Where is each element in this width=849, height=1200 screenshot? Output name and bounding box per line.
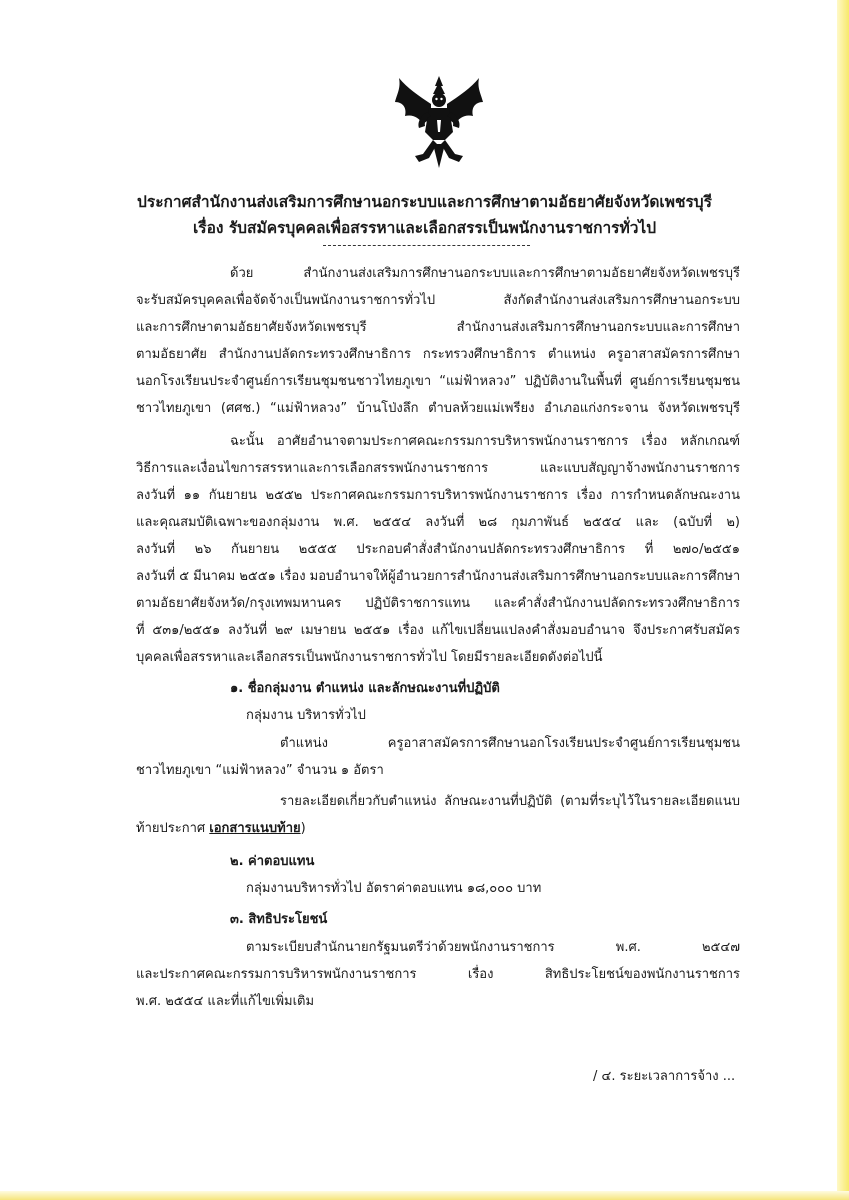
section-1-detail-suffix: ) [300, 821, 306, 836]
authority-line: ฉะนั้น อาศัยอำนาจตามประกาศคณะกรรมการบริหารพนักงานราชการ เรื่อง หลักเกณฑ์ [230, 434, 740, 449]
announcement-subject: เรื่อง รับสมัครบุคคลเพื่อสรรหาและเลือกสรรเป็นพนักงานราชการทั่วไป [192, 219, 657, 237]
section-2-heading: ๒. ค่าตอบแทน [230, 854, 315, 869]
section-1-detail-prefix: ท้ายประกาศ [136, 821, 206, 836]
authority-line: บุคคลเพื่อสรรหาและเลือกสรรเป็นพนักงานราชการทั่วไป โดยมีรายละเอียดดังต่อไปนี้ [136, 650, 603, 665]
garuda-emblem-icon [393, 74, 485, 170]
intro-line: ชาวไทยภูเขา (ศศช.) “แม่ฟ้าหลวง” บ้านโป่งลึก ตำบลห้วยแม่เพรียง อำเภอแก่งกระจาน จังหวัดเพชรบุรี [136, 401, 740, 416]
intro-line: จะรับสมัครบุคคลเพื่อจัดจ้างเป็นพนักงานราชการทั่วไป สังกัดสำนักงานส่งเสริมการศึกษานอกระบบ [136, 293, 740, 308]
section-1-group: กลุ่มงาน บริหารทั่วไป [246, 708, 366, 723]
section-1-detail-cont [136, 820, 306, 838]
section-3-line: และประกาศคณะกรรมการบริหารพนักงานราชการ เรื่อง สิทธิประโยชน์ของพนักงานราชการ [136, 967, 740, 982]
authority-line: ลงวันที่ ๕ มีนาคม ๒๕๕๑ เรื่อง มอบอำนาจให้ผู้อำนวยการสำนักงานส่งเสริมการศึกษานอกระบบและการศึกษา [136, 569, 741, 584]
authority-line: ที่ ๕๓๑/๒๕๕๑ ลงวันที่ ๒๙ เมษายน ๒๕๕๑ เรื่อง แก้ไขเปลี่ยนแปลงคำสั่งมอบอำนาจ จึงประกาศรับสมัคร [136, 623, 740, 638]
announcement-title: ประกาศสำนักงานส่งเสริมการศึกษานอกระบบและการศึกษาตามอัธยาศัยจังหวัดเพชรบุรี [137, 193, 712, 211]
authority-line: ลงวันที่ ๒๖ กันยายน ๒๕๕๕ ประกอบคำสั่งสำนักงานปลัดกระทรวงศึกษาธิการ ที่ ๒๗๐/๒๕๕๑ [136, 542, 740, 557]
intro-line: ตามอัธยาศัย สำนักงานปลัดกระทรวงศึกษาธิการ กระทรวงศึกษาธิการ ตำแหน่ง ครูอาสาสมัครการศึกษา [136, 347, 740, 362]
intro-line: ด้วย สำนักงานส่งเสริมการศึกษานอกระบบและการศึกษาตามอัธยาศัยจังหวัดเพชรบุรี [230, 266, 740, 281]
scan-edge-bottom [0, 1191, 849, 1200]
section-1-position-cont: ชาวไทยภูเขา “แม่ฟ้าหลวง” จำนวน ๑ อัตรา [136, 763, 384, 778]
section-3-line: พ.ศ. ๒๕๕๔ และที่แก้ไขเพิ่มเติม [136, 994, 315, 1009]
section-1-detail: รายละเอียดเกี่ยวกับตำแหน่ง ลักษณะงานที่ปฏิบัติ (ตามที่ระบุไว้ในรายละเอียดแนบ [280, 794, 740, 809]
authority-line: และคุณสมบัติเฉพาะของกลุ่มงาน พ.ศ. ๒๕๕๔ ลงวันที่ ๒๘ กุมภาพันธ์ ๒๕๕๔ และ (ฉบับที่ ๒) [136, 515, 740, 530]
section-1-position: ตำแหน่ง ครูอาสาสมัครการศึกษานอกโรงเรียนประจำศูนย์การเรียนชุมชน [280, 736, 740, 751]
authority-line: ตามอัธยาศัยจังหวัด/กรุงเทพมหานคร ปฏิบัติราชการแทน และคำสั่งสำนักงานปลัดกระทรวงศึกษาธิการ [136, 596, 740, 611]
section-1-heading: ๑. ชื่อกลุ่มงาน ตำแหน่ง และลักษณะงานที่ปฏิบัติ [230, 681, 500, 696]
authority-line: วิธีการและเงื่อนไขการสรรหาและการเลือกสรรพนักงานราชการ และแบบสัญญาจ้างพนักงานราชการ [136, 461, 740, 476]
intro-line: นอกโรงเรียนประจำศูนย์การเรียนชุมชนชาวไทยภูเขา “แม่ฟ้าหลวง” ปฏิบัติงานในพื้นที่ ศูนย์การเรียนชุมชน [136, 374, 740, 389]
attachment-link[interactable]: เอกสารแนบท้าย [209, 821, 301, 836]
section-3-heading: ๓. สิทธิประโยชน์ [230, 912, 328, 927]
authority-line: ลงวันที่ ๑๑ กันยายน ๒๕๕๒ ประกาศคณะกรรมการบริหารพนักงานราชการ เรื่อง การกำหนดลักษณะงาน [136, 488, 740, 503]
scan-edge-right [837, 0, 849, 1200]
continued-note: / ๔. ระยะเวลาการจ้าง ... [593, 1069, 736, 1084]
section-2-text: กลุ่มงานบริหารทั่วไป อัตราค่าตอบแทน ๑๘,๐๐๐ บาท [246, 881, 542, 896]
title-divider [323, 245, 530, 246]
section-3-line: ตามระเบียบสำนักนายกรัฐมนตรีว่าด้วยพนักงานราชการ พ.ศ. ๒๕๔๗ [246, 940, 740, 955]
intro-line: และการศึกษาตามอัธยาศัยจังหวัดเพชรบุรี สำนักงานส่งเสริมการศึกษานอกระบบและการศึกษา [136, 320, 740, 335]
